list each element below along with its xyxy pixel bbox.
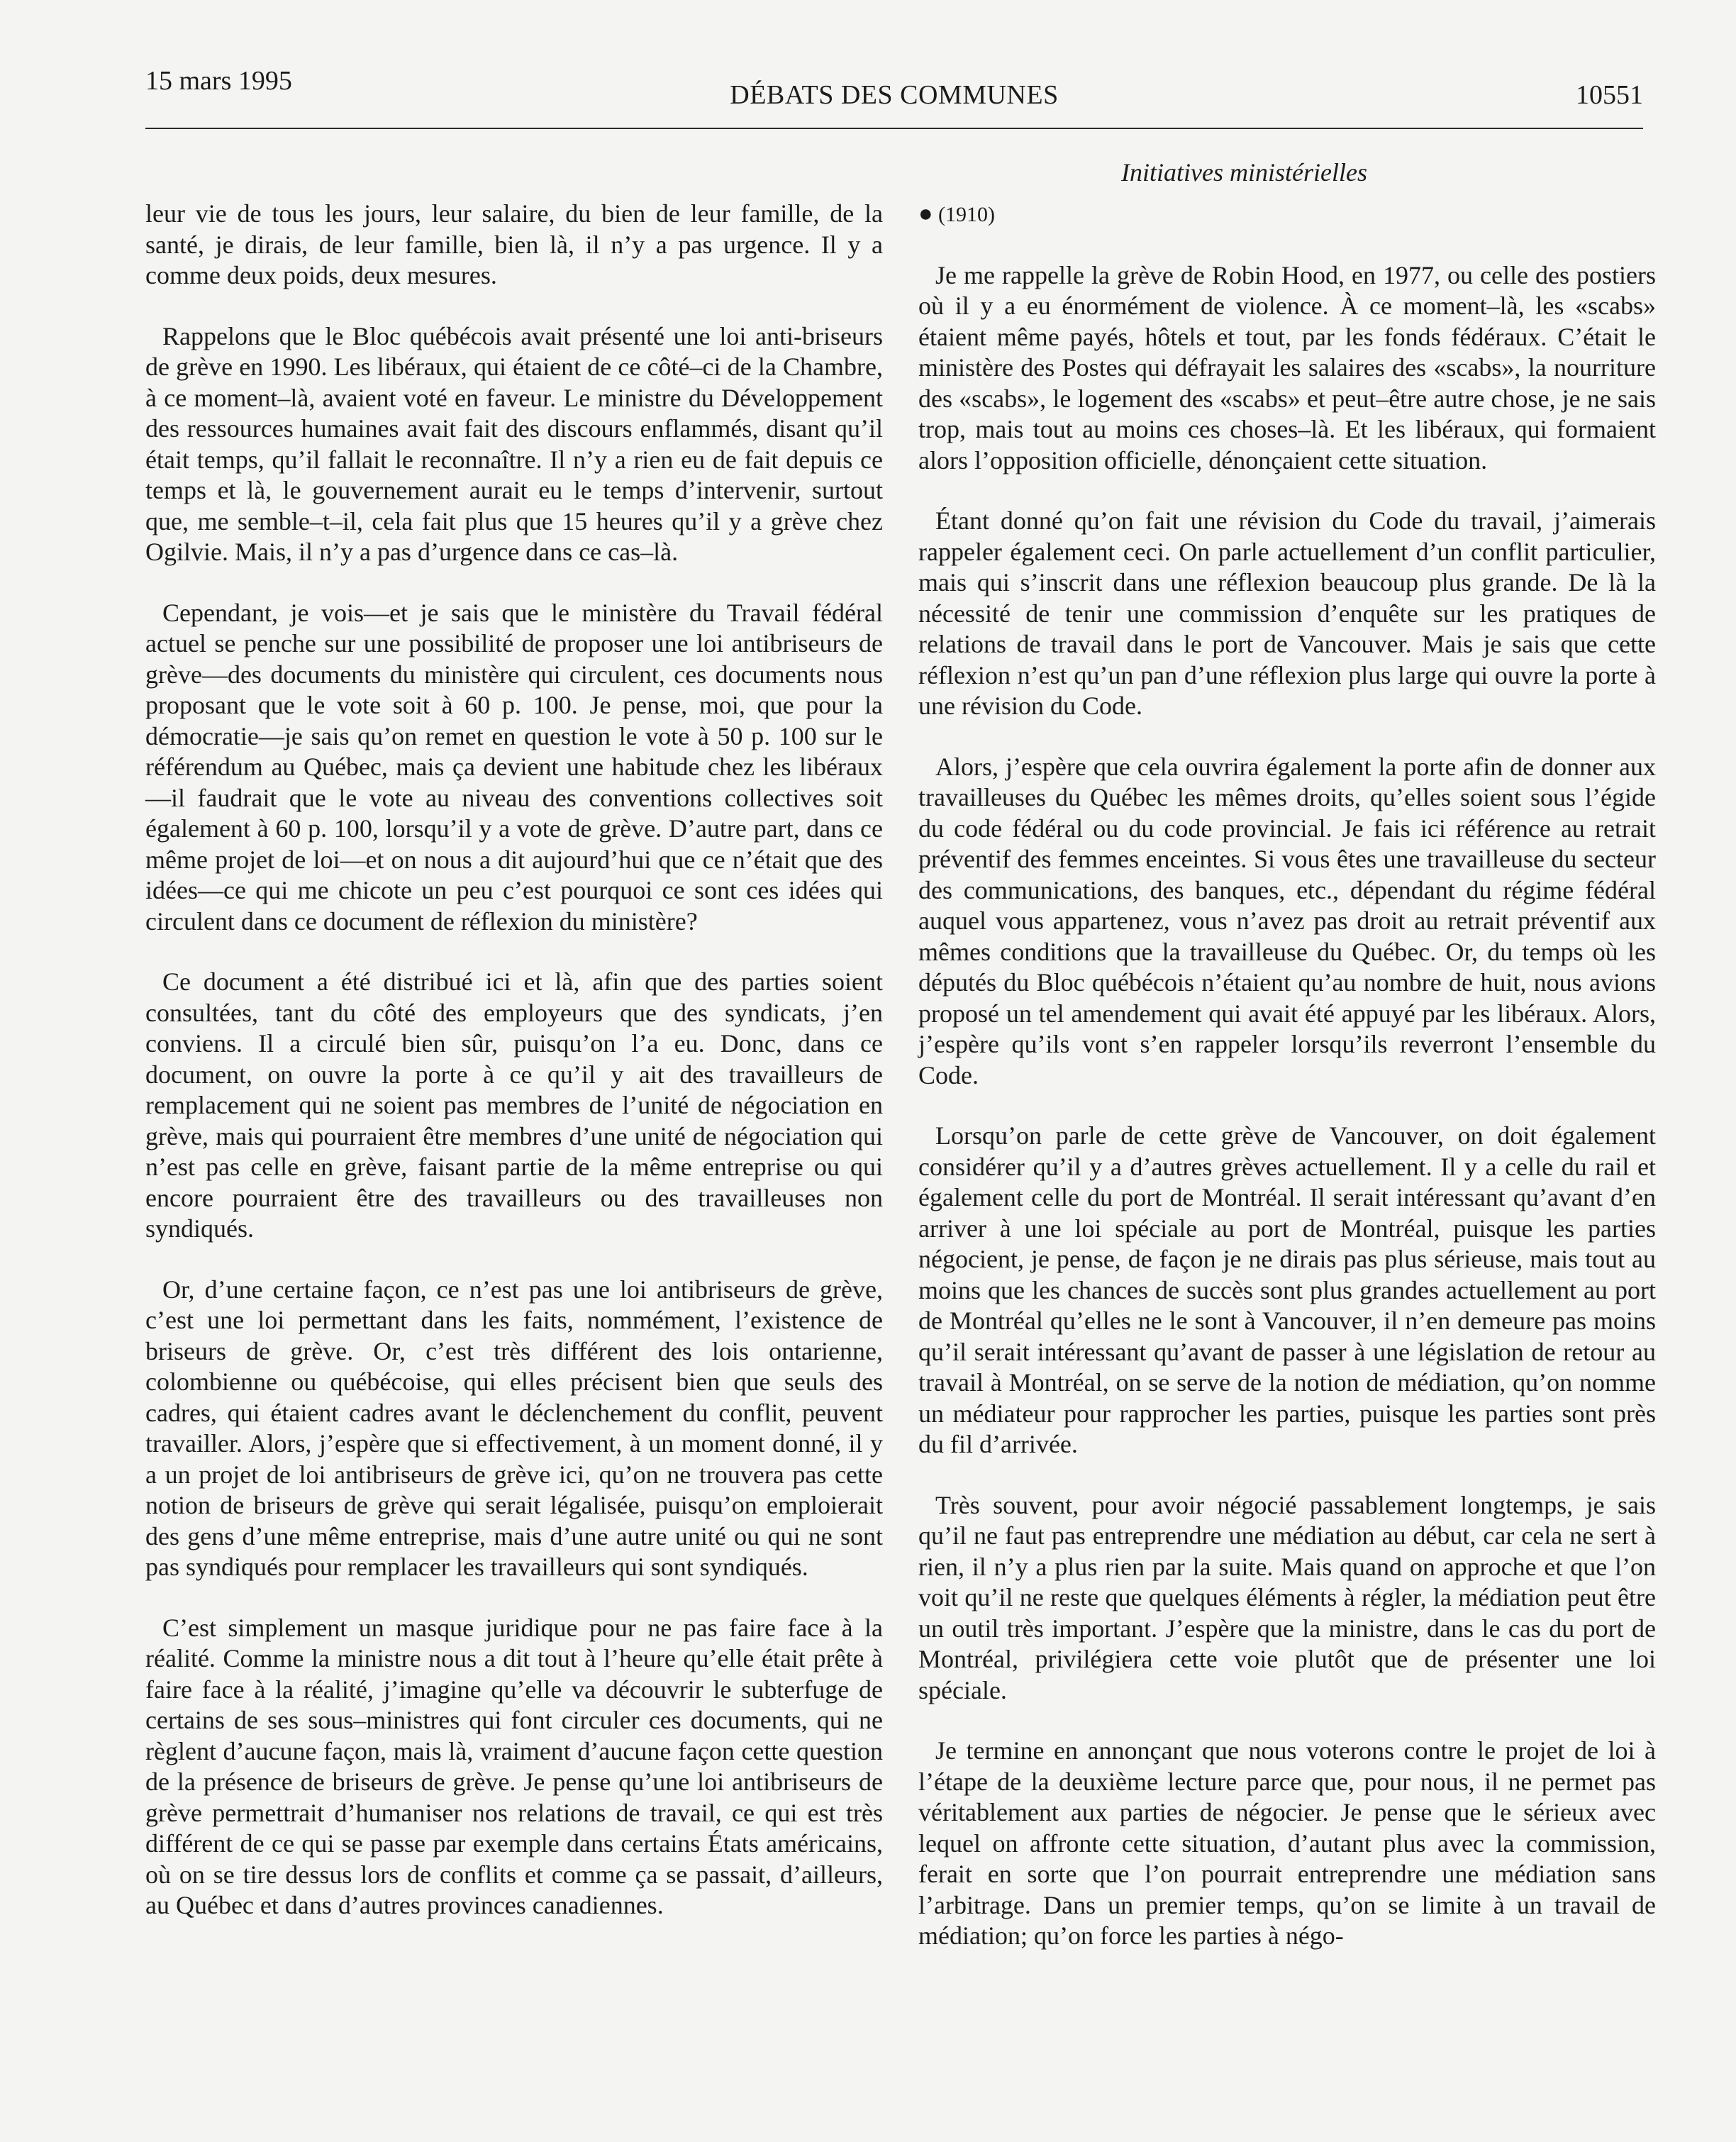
- left-column: [145, 199, 883, 1951]
- paragraph: Ce document a été distribué ici et là, afin que des parties soient consultées, tant du côté des employeurs que des syndicats, j’en conviens. Il a circulé bien sûr, puisqu’on l’a eu. Donc, dans ce document, on ouvre la porte à ce qu’il y ait des travailleurs de remplacement qui ne soient pas membres de l’unité de négociation en grève, mais qui pourraient être membres d’une unité de négociation qui n’est pas celle en grève, faisant partie de la même entreprise ou qui encore pourraient être des travailleurs ou des travailleuses non syndiqués.: [145, 967, 883, 1243]
- paragraph: Lorsqu’on parle de cette grève de Vancouver, on doit également considérer qu’il y a d’autres grèves actuellement. Il y a celle du rail et également celle du port de Montréal. Il serait intéressant qu’avant d’en arriver à une loi spéciale au port de Montréal, puisque les parties négocient, je pense, de façon je ne dirais pas plus sérieuse, mais tout au moins que les chances de succès sont plus grandes actuellement au port de Montréal qu’elles ne le sont à Vancouver, il n’en demeure pas moins qu’il serait intéressant qu’avant de passer à une législation de retour au travail à Montréal, on se serve de la notion de médiation, qu’on nomme un médiateur pour rapprocher les parties, puisque les parties sont près du fil d’arrivée.: [918, 1121, 1656, 1458]
- paragraph: Très souvent, pour avoir négocié passablement longtemps, je sais qu’il ne faut pas entreprendre une médiation au début, car cela ne sert à rien, il n’y a plus rien par la suite. Mais quand on approche et que l’on voit qu’il ne reste que quelques éléments à régler, la médiation peut être un outil très important. J’espère que la ministre, dans le cas du port de Montréal, privilégiera cette voie plutôt que de présenter une loi spéciale.: [918, 1490, 1656, 1704]
- section-label: Initiatives ministérielles: [1121, 158, 1367, 187]
- page-header: [145, 65, 1643, 129]
- paragraph: Je termine en annonçant que nous voterons contre le projet de loi à l’étape de la deuxième lecture parce que, pour nous, il ne permet pas véritablement aux parties de négocier. Je pense que le sérieux avec lequel on affronte cette situation, d’autant plus avec la commission, ferait en sorte que l’on pourrait entreprendre une médiation sans l’arbitrage. Dans un premier temps, qu’on se limite à un travail de médiation; qu’on force les parties à négo-: [918, 1736, 1656, 1950]
- time-marker-text: (1910): [938, 203, 996, 226]
- issue-date: 15 mars 1995: [145, 66, 292, 96]
- paragraph: Alors, j’espère que cela ouvrira également la porte afin de donner aux travailleuses du Québec les mêmes droits, qu’elles soient sous l’égide du code fédéral ou du code provincial. Je fais ici référence au retrait préventif des femmes enceintes. Si vous êtes une travailleuse du secteur des communications, des banques, etc., dépendant du régime fédéral auquel vous appartenez, vous n’avez pas droit au retrait préventif aux mêmes conditions que la travailleuse du Québec. Or, du temps où les députés du Bloc québécois n’étaient qu’au nombre de huit, nous avions proposé un tel amendement qui avait été appuyé par les libéraux. Alors, j’espère qu’ils vont s’en rappeler lorsqu’ils reverront l’ensemble du Code.: [918, 752, 1656, 1089]
- publication-title: DÉBATS DES COMMUNES: [730, 80, 1059, 110]
- paragraph: Étant donné qu’on fait une révision du Code du travail, j’aimerais rappeler également ceci. On parle actuellement d’un conflit particulier, mais qui s’inscrit dans une réflexion beaucoup plus grande. De là la nécessité de tenir une commission d’enquête sur les pratiques de relations de travail dans le port de Vancouver. Mais je sais que cette réflexion n’est qu’un pan d’une réflexion plus large qui ouvre la porte à une révision du Code.: [918, 506, 1656, 720]
- header-rule: [145, 128, 1643, 129]
- bullet-icon: ●: [918, 201, 933, 227]
- paragraph: Rappelons que le Bloc québécois avait présenté une loi anti-briseurs de grève en 1990. Les libéraux, qui étaient de ce côté–ci de la Chambre, à ce moment–là, avaient voté en faveur. Le ministre du Développement des ressources humaines avait fait des discours enflammés, disant qu’il était temps, qu’il fallait le reconnaître. Il n’y a rien eu de fait depuis ce temps et là, le gouvernement aurait eu le temps d’intervenir, surtout que, me semble–t–il, cela fait plus que 15 heures qu’il y a grève chez Ogilvie. Mais, il n’y a pas d’urgence dans ce cas–là.: [145, 321, 883, 566]
- paragraph: Or, d’une certaine façon, ce n’est pas une loi antibriseurs de grève, c’est une loi permettant dans les faits, nommément, l’existence de briseurs de grève. Or, c’est très différent des lois ontarienne, colombienne ou québécoise, qui elles précisent bien que seuls des cadres, qui étaient cadres avant le déclenchement du conflit, peuvent travailler. Alors, j’espère que si effectivement, à un moment donné, il y a un projet de loi antibriseurs de grève ici, qu’on ne trouvera pas cette notion de briseurs de grève qui serait légalisée, puisqu’on emploierait des gens d’une même entreprise, mais d’une autre unité ou qui ne sont pas syndiqués pour remplacer les travailleurs qui sont syndiqués.: [145, 1275, 883, 1581]
- paragraph: Cependant, je vois—et je sais que le ministère du Travail fédéral actuel se penche sur une possibilité de proposer une loi antibriseurs de grève—des documents du ministère qui circulent, ces documents nous proposant que le vote soit à 60 p. 100. Je pense, moi, que pour la démocratie—je sais qu’on remet en question le vote à 50 p. 100 sur le référendum au Québec, mais ça devient une habitude chez les libéraux—il faudrait que le vote au niveau des conventions collectives soit également à 60 p. 100, lorsqu’il y a vote de grève. D’autre part, dans ce même projet de loi—et on nous a dit aujourd’hui que ce n’était que des idées—ce qui me chicote un peu c’est pourquoi ce sont ces idées qui circulent dans ce document de réflexion du ministère?: [145, 598, 883, 936]
- paragraph: leur vie de tous les jours, leur salaire, du bien de leur famille, de la santé, je dirais, de leur famille, bien là, il n’y a pas urgence. Il y a comme deux poids, deux mesures.: [145, 199, 883, 289]
- paragraph: Je me rappelle la grève de Robin Hood, en 1977, ou celle des postiers où il y a eu énormément de violence. À ce moment–là, les «scabs» étaient même payés, hôtels et tout, par les fonds fédéraux. C’était le ministère des Postes qui défrayait les salaires des «scabs», la nourriture des «scabs», le logement des «scabs» et peut–être autre chose, je ne sais trop, mais tout au moins ces choses–là. Et les libéraux, qui formaient alors l’opposition officielle, dénonçaient cette situation.: [918, 260, 1656, 475]
- page-number: 10551: [1576, 80, 1643, 110]
- time-marker: [918, 199, 1656, 231]
- paragraph: C’est simplement un masque juridique pour ne pas faire face à la réalité. Comme la ministre nous a dit tout à l’heure qu’elle était prête à faire face à la réalité, j’imagine qu’elle va découvrir le subterfuge de certains de ses sous–ministres qui font circuler ces documents, qui ne règlent d’aucune façon, mais là, vraiment d’aucune façon cette question de la présence de briseurs de grève. Je pense qu’une loi antibriseurs de grève permettrait d’humaniser nos relations de travail, ce qui est très différent de ce qui se passe par exemple dans certains États américains, où on se tire dessus lors de conflits et comme ça se passait, d’ailleurs, au Québec et dans d’autres provinces canadiennes.: [145, 1613, 883, 1919]
- right-column: [918, 199, 1656, 1982]
